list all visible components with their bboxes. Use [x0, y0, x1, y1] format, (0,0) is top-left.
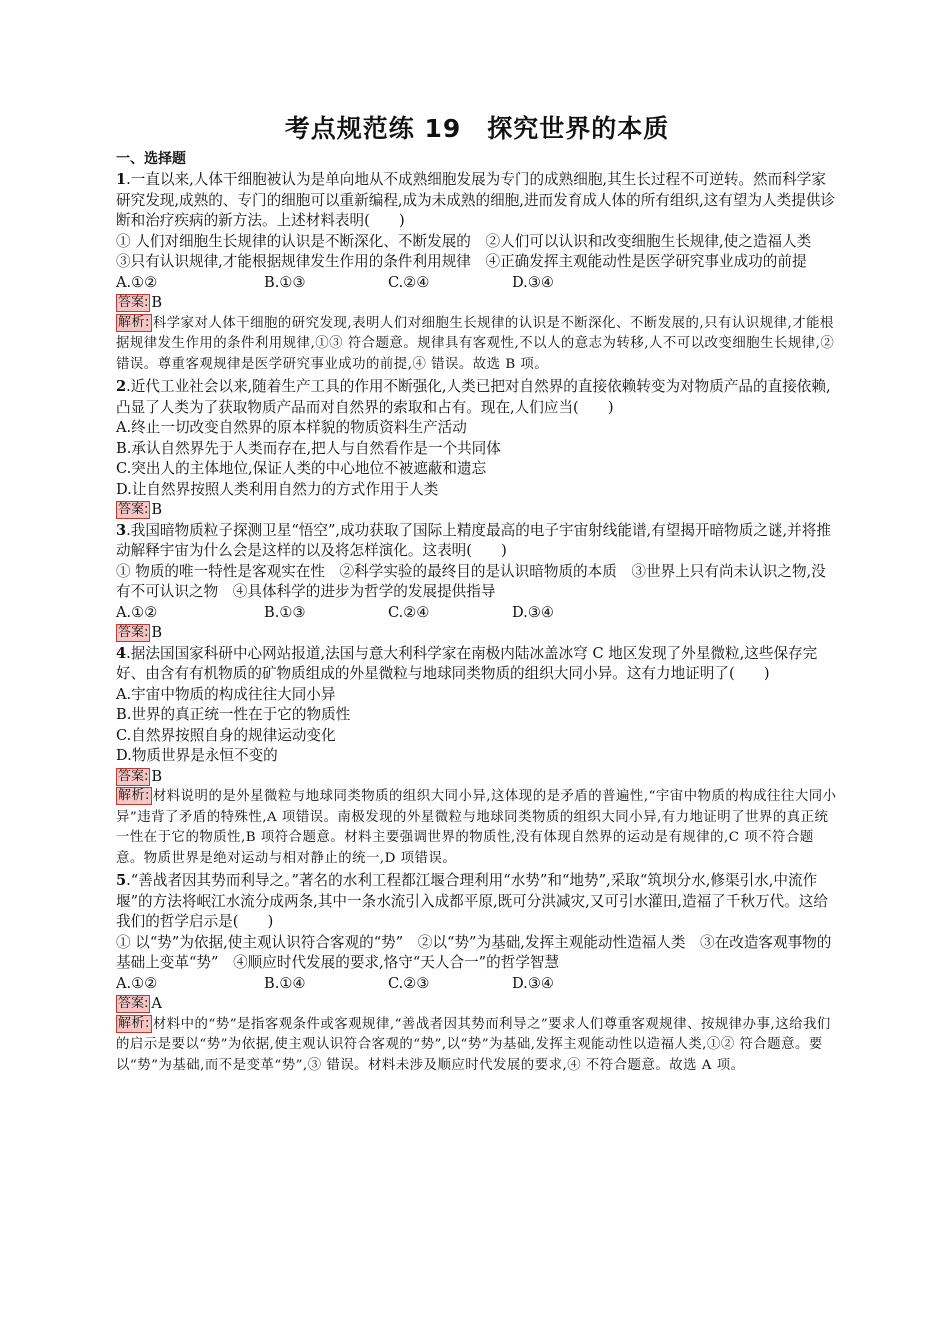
question-text: .我国暗物质粒子探测卫星“悟空”,成功获取了国际上精度最高的电子宇宙射线能谱,有望揭开暗物质之谜,并将推动解释宇宙为什么会是这样的以及将怎样演化。这表明( ): [116, 521, 831, 559]
option-c: C.②③: [388, 974, 430, 992]
page-title: 考点规范练 19 探究世界的本质: [284, 114, 670, 143]
option-c: C.②④: [388, 273, 430, 291]
answer-tag: 答案:: [118, 996, 149, 1011]
option-c: C.②④: [388, 603, 430, 621]
option-b: B.承认自然界先于人类而存在,把人与自然看作是一个共同体: [116, 439, 501, 457]
answer-value: B: [151, 501, 163, 518]
question-5: [116, 871, 838, 1076]
question-stem: [116, 871, 838, 933]
option-b: B.①④: [264, 974, 306, 992]
question-number: 3: [116, 521, 127, 539]
option-a: A.终止一切改变自然界的原本样貌的物质资料生产活动: [116, 419, 467, 436]
analysis-text: 材料说明的是外星微粒与地球同类物质的组织大同小异,这体现的是矛盾的普遍性,“宇宙中物质的构成往往大同小异”违背了矛盾的特殊性,A 项错误。南极发现的外星微粒与地球同类物质的组织大同小异,有力地证明了世界的真正统一性在于它的物质性,B 项符合题意。材料主要强调世界的物质性,没有体现自然界的运动是有规律的,C 项不符合题意。物质世界是绝对运动与相对静止的统一,D 项错误。: [116, 789, 837, 866]
question-2: [116, 377, 838, 521]
question-statements: ① 物质的唯一特性是客观实在性 ②科学实验的最终目的是认识暗物质的本质 ③世界上只有尚未认识之物,没有不可认识之物 ④具体科学的进步为哲学的发展提供指导: [116, 562, 826, 600]
analysis-line: [116, 787, 838, 869]
option-a: A.①②: [116, 603, 158, 621]
answer-line: [116, 500, 838, 521]
question-options: [116, 273, 838, 294]
option-b: B.世界的真正统一性在于它的物质性: [116, 706, 351, 723]
option-d: D.③④: [512, 974, 554, 992]
analysis-line: [116, 314, 838, 376]
question-stem: [116, 170, 838, 232]
option-a: A.①②: [116, 974, 158, 992]
option-c: C.自然界按照自身的规律运动变化: [116, 726, 336, 744]
option-b: B.①③: [264, 603, 306, 621]
question-number: 1: [116, 171, 127, 188]
question-statements: ① 人们对细胞生长规律的认识是不断深化、不断发展的 ②人们可以认识和改变细胞生长规律,使之造福人类 ③只有认识规律,才能根据规律发生作用的条件利用规律 ④正确发挥主观能动性是医学研究事业成功的前提: [116, 232, 826, 270]
answer-value: B: [151, 767, 163, 785]
answer-tag: 答案:: [118, 625, 149, 640]
question-3: [116, 521, 838, 644]
analysis-text: 科学家对人体干细胞的研究发现,表明人们对细胞生长规律的认识是不断深化、不断发展的,只有认识规律,才能根据规律发生作用的条件利用规律,①③ 符合题意。规律具有客观性,不以人的意志为转移,人不可以改变细胞生长规律,② 错误。尊重客观规律是医学研究事业成功的前提,④ 错误。故选 B 项。: [116, 315, 835, 372]
answer-tag: 答案:: [118, 502, 149, 517]
option-c: C.突出人的主体地位,保证人类的中心地位不被遮蔽和遗忘: [116, 460, 487, 477]
answer-line: [116, 994, 838, 1015]
analysis-tag: 解析:: [118, 314, 150, 330]
analysis-line: [116, 1015, 838, 1077]
question-stem: [116, 377, 838, 418]
question-1: [116, 170, 838, 375]
answer-value: B: [151, 294, 163, 311]
question-number: 4: [116, 644, 127, 662]
question-stem: [116, 644, 838, 685]
answer-value: A: [151, 995, 162, 1012]
question-number: 2: [116, 378, 127, 395]
option-d: D.③④: [512, 273, 554, 291]
option-a: A.宇宙中物质的构成往往大同小异: [116, 685, 336, 703]
question-stem: [116, 521, 838, 562]
answer-tag: 答案:: [118, 295, 149, 310]
document-page: [116, 112, 838, 1078]
question-number: 5: [116, 872, 127, 889]
option-b: B.①③: [264, 273, 306, 291]
answer-line: [116, 767, 838, 788]
analysis-tag: 解析:: [118, 1015, 150, 1031]
question-text: .近代工业社会以来,随着生产工具的作用不断强化,人类已把对自然界的直接依赖转变为对物质产品的直接依赖,凸显了人类为了获取物质产品而对自然界的索取和占有。现在,人们应当( ): [116, 378, 831, 416]
question-text: .“善战者因其势而利导之。”著名的水利工程都江堰合理利用“水势”和“地势”,采取“筑坝分水,修渠引水,中流作堰”的方法将岷江水流分成两条,其中一条水流引入成都平原,既可分洪减灾,又可引水灌田,造福了千秋万代。这给我们的哲学启示是( ): [116, 872, 828, 930]
question-4: [116, 644, 838, 870]
question-options: [116, 603, 838, 624]
answer-value: B: [151, 624, 163, 641]
analysis-text: 材料中的“势”是指客观条件或客观规律,“善战者因其势而利导之”要求人们尊重客观规律、按规律办事,这给我们的启示是要以“势”为依据,使主观认识符合客观的“势”,以“势”为基础,发挥主观能动性以造福人类,①② 符合题意。要以“势”为基础,而不是变革“势”,③ 错误。材料未涉及顺应时代发展的要求,④ 不符合题意。故选 A 项。: [116, 1016, 831, 1073]
answer-line: [116, 293, 838, 314]
analysis-tag: 解析:: [118, 788, 150, 803]
option-d: D.③④: [512, 603, 554, 621]
answer-tag: 答案:: [118, 768, 149, 784]
option-a: A.①②: [116, 273, 158, 291]
question-text: .一直以来,人体干细胞被认为是单向地从不成熟细胞发展为专门的成熟细胞,其生长过程不可逆转。然而科学家研究发现,成熟的、专门的细胞可以重新编程,成为未成熟的细胞,进而发育成人体的所有组织,这有望为人类提供诊断和治疗疾病的新方法。上述材料表明( ): [116, 171, 836, 229]
question-options: [116, 974, 838, 995]
question-text: .据法国国家科研中心网站报道,法国与意大利科学家在南极内陆冰盖冰穹 C 地区发现了外星微粒,这些保存完好、由含有有机物质的矿物质组成的外星微粒与地球同类物质的组织大同小异。这有力地证明了( ): [116, 644, 818, 682]
question-statements: ① 以“势”为依据,使主观认识符合客观的“势” ②以“势”为基础,发挥主观能动性造福人类 ③在改造客观事物的基础上变革“势” ④顺应时代发展的要求,恪守“天人合一”的哲学智慧: [116, 933, 832, 971]
section-heading: 一、选择题: [116, 151, 186, 167]
option-d: D.物质世界是永恒不变的: [116, 747, 278, 764]
answer-line: [116, 623, 838, 644]
option-d: D.让自然界按照人类利用自然力的方式作用于人类: [116, 480, 439, 498]
